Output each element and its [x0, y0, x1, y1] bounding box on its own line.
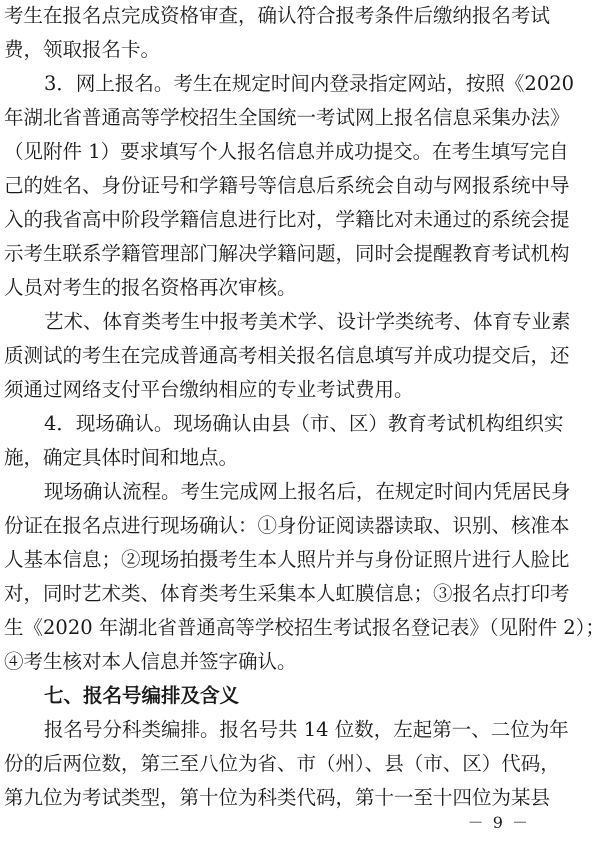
text-line: 人基本信息；②现场拍摄考生本人照片并与身份证照片进行人脸比: [4, 548, 570, 571]
text-line: 生《2020 年湖北省普通高等学校招生考试报名登记表》（见附件 2）；: [4, 616, 605, 639]
section-heading: 七、报名号编排及含义: [44, 684, 240, 707]
text-line: 报名号分科类编排。报名号共 14 位数，左起第一、二位为年: [44, 718, 569, 741]
text-line: 现场确认流程。考生完成网上报名后，在规定时间内凭居民身: [44, 480, 571, 503]
text-line: ④考生核对本人信息并签字确认。: [4, 650, 297, 673]
text-line: 施，确定具体时间和地点。: [4, 446, 239, 469]
text-line: 人员对考生的报名资格再次审核。: [4, 276, 297, 299]
text-line: 考生在报名点完成资格审查，确认符合报考条件后缴纳报名考试: [4, 4, 551, 27]
page-number: － 9 －: [467, 813, 530, 832]
text-line: 入的我省高中阶段学籍信息进行比对，学籍比对未通过的系统会提: [4, 208, 570, 231]
text-line: 须通过网络支付平台缴纳相应的专业考试费用。: [4, 378, 414, 401]
text-line: 示考生联系学籍管理部门解决学籍问题，同时会提醒教育考试机构: [4, 242, 570, 265]
text-line: 对，同时艺术类、体育类考生采集本人虹膜信息；③报名点打印考: [4, 582, 570, 605]
text-line: 份证在报名点进行现场确认：①身份证阅读器读取、识别、核准本: [4, 514, 570, 537]
text-line: 艺术、体育类考生中报考美术学、设计学类统考、体育专业素: [44, 310, 571, 333]
text-line: 份的后两位数，第三至八位为省、市（州）、县（市、区）代码，: [4, 752, 560, 775]
text-line: 己的姓名、身份证号和学籍号等信息后系统会自动与网报系统中导: [4, 174, 570, 197]
text-line: 费，领取报名卡。: [4, 38, 161, 61]
text-line: 3．网上报名。考生在规定时间内登录指定网站，按照《2020: [44, 72, 575, 95]
text-line: 年湖北省普通高等学校招生全国统一考试网上报名信息采集办法》: [4, 106, 570, 129]
text-line: 4．现场确认。现场确认由县（市、区）教育考试机构组织实: [44, 412, 564, 435]
text-line: 第九位为考试类型，第十位为科类代码，第十一至十四位为某县: [4, 786, 551, 809]
text-line: （见附件 1）要求填写个人报名信息并成功提交。在考生填写完自: [4, 140, 569, 163]
text-line: 质测试的考生在完成普通高考相关报名信息填写并成功提交后，还: [4, 344, 570, 367]
